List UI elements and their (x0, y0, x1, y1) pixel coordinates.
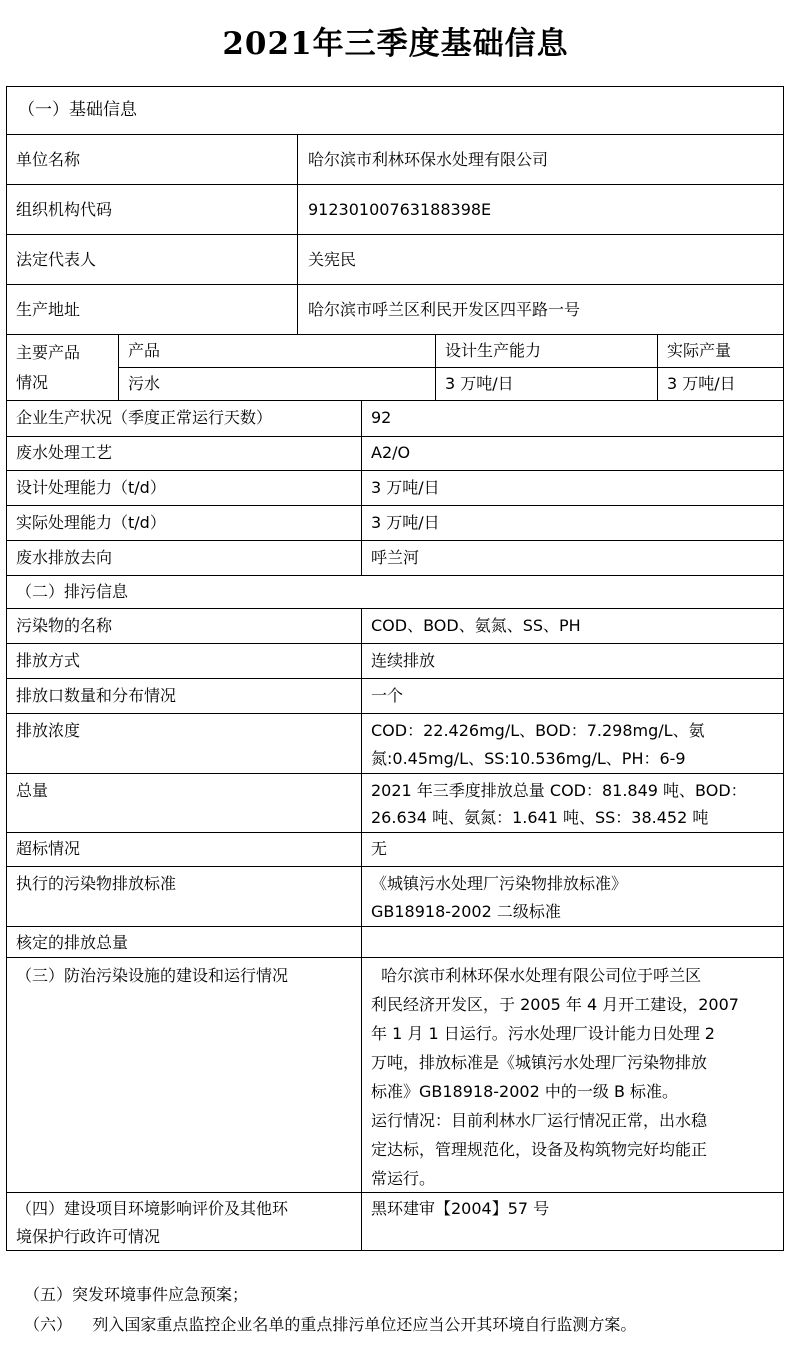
process-label: 废水处理工艺 (16, 443, 113, 462)
section-4-label-line-1: （四）建设项目环境影响评价及其他环 (16, 1199, 289, 1218)
products-cell-design: 3 万吨/日 (445, 374, 514, 393)
concentration-label: 排放浓度 (16, 721, 81, 740)
section-4-label-line-2: 境保护行政许可情况 (16, 1227, 161, 1246)
products-header-design: 设计生产能力 (445, 341, 542, 360)
section-3-line: 常运行。 (371, 1169, 436, 1188)
pollutant-label: 污染物的名称 (16, 616, 113, 635)
section-1-heading: （一）基础信息 (18, 100, 137, 120)
destination-label: 废水排放去向 (16, 548, 113, 567)
design-capacity-value: 3 万吨/日 (371, 478, 440, 497)
concentration-line-2: 氮:0.45mg/L、SS:10.536mg/L、PH：6-9 (371, 749, 686, 768)
section-3-line: 标准》GB18918-2002 中的一级 B 标准。 (371, 1082, 679, 1101)
status-value: 92 (371, 408, 392, 427)
footer-item-5: （五）突发环境事件应急预案； (24, 1285, 249, 1304)
products-cell-product: 污水 (128, 374, 161, 393)
method-label: 排放方式 (16, 651, 81, 670)
products-header-actual: 实际产量 (667, 341, 732, 360)
section-3-line: 哈尔滨市利林环保水处理有限公司位于呼兰区 (371, 966, 702, 985)
address-value: 哈尔滨市呼兰区利民开发区四平路一号 (308, 300, 581, 319)
legal-rep-value: 关宪民 (308, 250, 357, 269)
section-3-line: 万吨，排放标准是《城镇污水处理厂污染物排放 (371, 1053, 708, 1072)
actual-capacity-value: 3 万吨/日 (371, 513, 440, 532)
process-value: A2/O (371, 443, 411, 462)
products-label-line1: 主要产品 (16, 343, 81, 362)
products-label-line2: 情况 (16, 373, 49, 392)
org-code-value: 91230100763188398E (308, 200, 492, 219)
section-3-line: 运行情况：目前利林水厂运行情况正常，出水稳 (371, 1111, 708, 1130)
total-line-1: 2021 年三季度排放总量 COD：81.849 吨、BOD： (371, 781, 747, 800)
outlet-value: 一个 (371, 686, 404, 705)
total-line-2: 26.634 吨、氨氮：1.641 吨、SS：38.452 吨 (371, 808, 709, 827)
pollutant-value: COD、BOD、氨氮、SS、PH (371, 616, 581, 635)
approved-total-label: 核定的排放总量 (16, 933, 129, 952)
section-3-line: 定达标，管理规范化，设备及构筑物完好均能正 (371, 1140, 708, 1159)
unit-name-value: 哈尔滨市利林环保水处理有限公司 (308, 150, 549, 169)
org-code-label: 组织机构代码 (16, 200, 113, 219)
products-cell-actual: 3 万吨/日 (667, 374, 736, 393)
concentration-line-1: COD：22.426mg/L、BOD：7.298mg/L、氨 (371, 721, 705, 740)
products-header-product: 产品 (128, 341, 161, 360)
exceed-value: 无 (371, 839, 388, 858)
standard-line-2: GB18918-2002 二级标准 (371, 902, 561, 921)
unit-name-label: 单位名称 (16, 150, 81, 169)
status-label: 企业生产状况（季度正常运行天数） (16, 408, 273, 427)
section-2-heading: （二）排污信息 (16, 582, 129, 601)
design-capacity-label: 设计处理能力（t/d） (16, 478, 166, 497)
destination-value: 呼兰河 (371, 548, 420, 567)
method-value: 连续排放 (371, 651, 436, 670)
outlet-label: 排放口数量和分布情况 (16, 686, 177, 705)
section-3-line: 利民经济开发区，于 2005 年 4 月开工建设，2007 (371, 995, 739, 1014)
section-3-label: （三）防治污染设施的建设和运行情况 (16, 966, 289, 985)
standard-label: 执行的污染物排放标准 (16, 874, 177, 893)
actual-capacity-label: 实际处理能力（t/d） (16, 513, 166, 532)
page-title: 2021年三季度基础信息 (222, 26, 569, 62)
exceed-label: 超标情况 (16, 839, 81, 858)
standard-line-1: 《城镇污水处理厂污染物排放标准》 (371, 874, 628, 893)
section-3-line: 年 1 月 1 日运行。污水处理厂设计能力日处理 2 (371, 1024, 715, 1043)
footer-item-6: （六） 列入国家重点监控企业名单的重点排污单位还应当公开其环境自行监测方案。 (24, 1315, 637, 1334)
address-label: 生产地址 (16, 300, 81, 319)
section-4-value: 黑环建审【2004】57 号 (371, 1199, 550, 1218)
legal-rep-label: 法定代表人 (16, 250, 97, 269)
total-label: 总量 (16, 781, 49, 800)
